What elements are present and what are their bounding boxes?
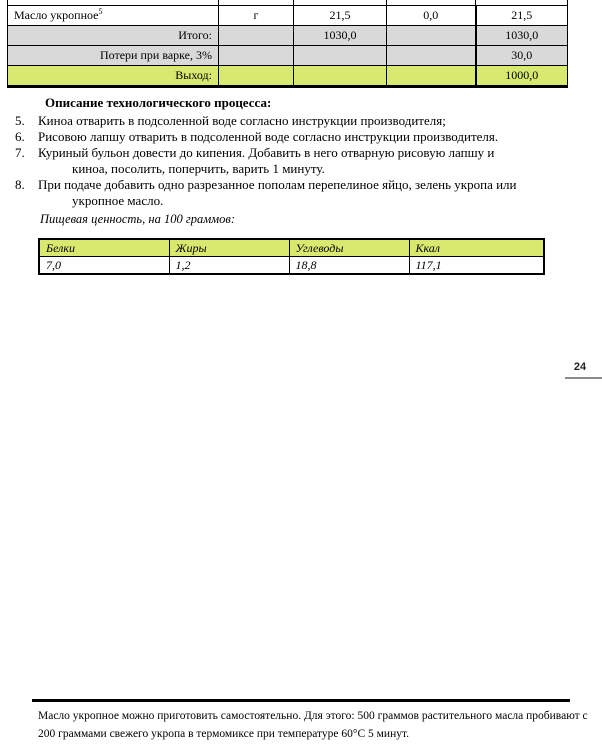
unit-cell — [219, 46, 294, 66]
gross-cell: 21,5 — [294, 6, 387, 26]
table-row-ingredient — [8, 6, 568, 26]
gross-cell: 1030,0 — [294, 26, 387, 46]
total-cell: 21,5 — [476, 6, 568, 26]
nutrition-header-row — [39, 239, 544, 257]
nutrition-value-kcal: 117,1 — [409, 257, 544, 275]
nutrition-header-fats: Жиры — [169, 239, 289, 257]
step-text-line2: киноа, посолить, поперчить, варить 1 минуту. — [72, 161, 325, 176]
nutrition-caption: Пищевая ценность, на 100 граммов: — [40, 212, 235, 226]
nutrition-value-proteins: 7,0 — [39, 257, 169, 275]
net-cell — [387, 46, 476, 66]
nutrition-header-carbs: Углеводы — [289, 239, 409, 257]
ingredients-summary-table — [7, 5, 568, 88]
step-text — [38, 145, 582, 177]
step-text: Киноа отварить в подсоленной воде согласно инструкции производителя; — [38, 113, 446, 128]
total-cell: 1030,0 — [476, 26, 568, 46]
net-cell — [387, 26, 476, 46]
row-label-cell: Потери при варке, 3% — [8, 46, 219, 66]
process-step-8 — [0, 177, 582, 209]
nutrition-header-proteins: Белки — [39, 239, 169, 257]
gross-cell — [294, 46, 387, 66]
footnote-mark: 5 — [98, 7, 103, 16]
page-number: 24 — [573, 361, 587, 373]
net-cell — [387, 66, 476, 87]
nutrition-value-fats: 1,2 — [169, 257, 289, 275]
net-cell: 0,0 — [387, 6, 476, 26]
footnote-line1: Масло укропное можно приготовить самостоятельно. Для этого: 500 граммов растительного масла пробивают с — [38, 710, 588, 722]
process-step-5 — [0, 113, 582, 129]
ingredient-name-cell — [8, 6, 219, 26]
gross-cell — [294, 66, 387, 87]
nutrition-header-kcal: Ккал — [409, 239, 544, 257]
table-row-vyhod — [8, 66, 568, 87]
step-text: Рисовою лапшу отварить в подсоленной воде согласно инструкции производителя. — [38, 129, 499, 144]
footnote — [38, 707, 588, 743]
step-text-line2: укропное масло. — [72, 193, 164, 208]
table-row-poteri — [8, 46, 568, 66]
total-cell: 1000,0 — [476, 66, 568, 87]
step-number: 8. — [15, 177, 25, 192]
unit-cell: г — [219, 6, 294, 26]
unit-cell — [219, 26, 294, 46]
unit-cell — [219, 66, 294, 87]
step-text-line1: При подаче добавить одно разрезанное пополам перепелиное яйцо, зелень укропа или — [38, 177, 517, 192]
process-section — [0, 95, 582, 209]
nutrition-value-carbs: 18,8 — [289, 257, 409, 275]
footnote-line2: 200 граммами свежего укропа в термомиксе при температуре 60°С 5 минут. — [38, 728, 410, 740]
process-heading: Описание технологического процесса: — [45, 95, 272, 110]
step-text-line1: Куриный бульон довести до кипения. Добавить в него отварную рисовую лапшу и — [38, 145, 495, 160]
step-number: 7. — [15, 145, 25, 160]
process-step-7 — [0, 145, 582, 177]
step-number: 6. — [15, 129, 25, 144]
nutrition-values-row — [39, 257, 544, 275]
process-step-6 — [0, 129, 582, 145]
row-label-cell: Итого: — [8, 26, 219, 46]
ingredient-name: Масло укропное — [14, 8, 99, 22]
table-row-itogo — [8, 26, 568, 46]
nutrition-table — [38, 238, 545, 275]
step-number: 5. — [15, 113, 25, 128]
page-number-rule — [565, 377, 602, 379]
total-cell: 30,0 — [476, 46, 568, 66]
step-text — [38, 177, 582, 209]
footnote-rule — [32, 699, 570, 702]
row-label-cell: Выход: — [8, 66, 219, 87]
